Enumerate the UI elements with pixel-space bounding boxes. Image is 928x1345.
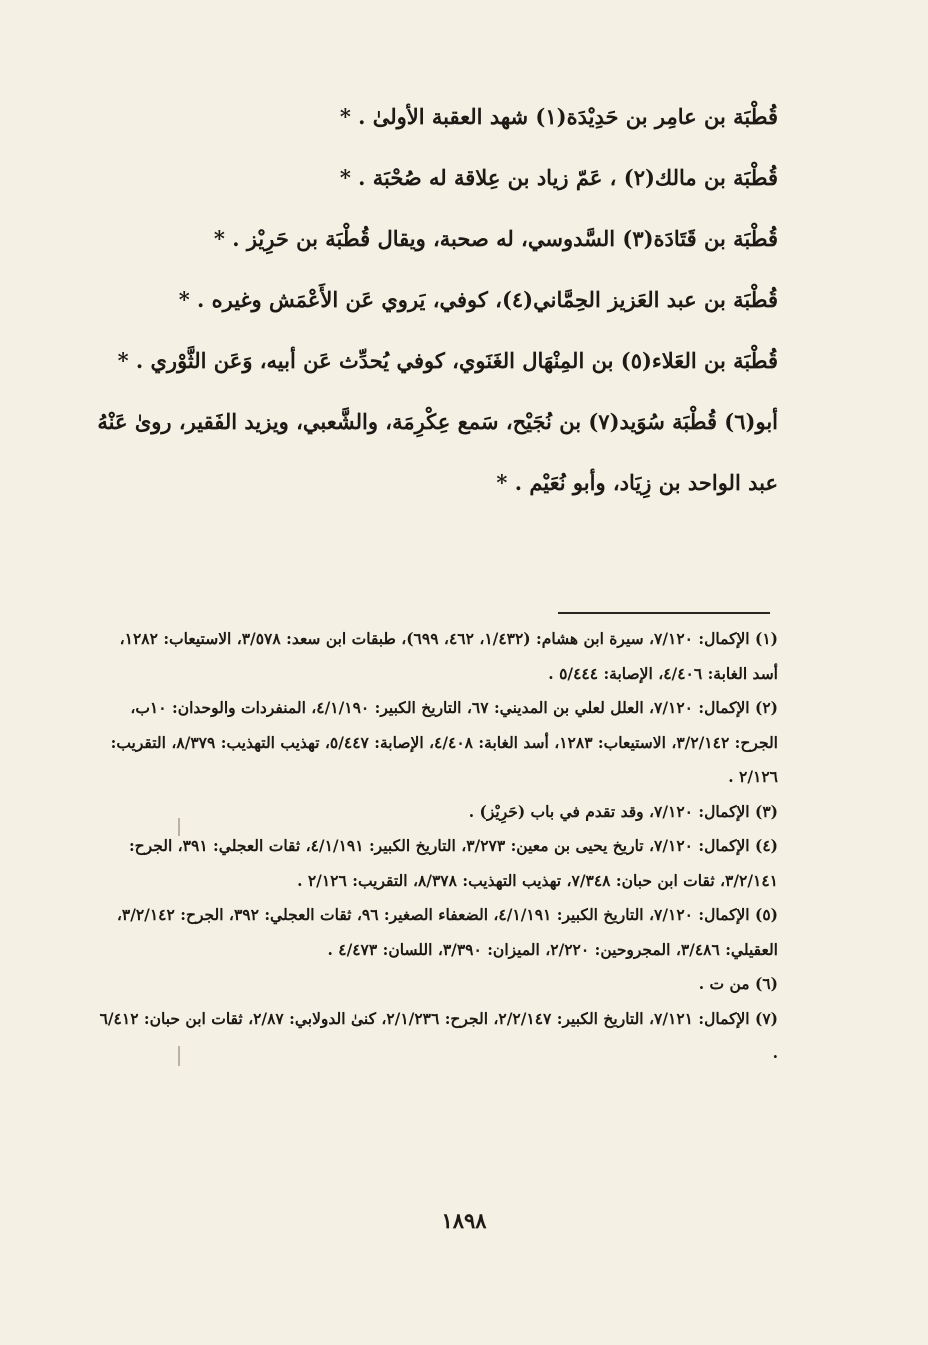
footnotes xyxy=(92,622,778,1071)
entry-qutba-ibn-malik: قُطْبَة بن مالك(٢) ، عَمّ زياد بن عِلاقة له صُحْبَة . * xyxy=(339,165,778,190)
entry-qutba-ibn-qatada: قُطْبَة بن قَتَادَة(٣) السَّدوسي، له صحبة، ويقال قُطْبَة بن حَرِيْز . * xyxy=(213,226,778,251)
footnote-2: (٢) الإكمال: ٧/١٢٠، العلل لعلي بن المديني: ٦٧، التاريخ الكبير: ٤/١/١٩٠، المنفردات والوحدان: ١٠ب، الجرح: ٣/٢/١٤٢، الاستيعاب: ١٢٨٣، أسد الغابة: ٤/٤٠٨، الإصابة: ٥/٤٤٧، تهذيب التهذيب: ٨/٣٧٩، التقريب: ٢/١٢٦ . xyxy=(110,698,778,786)
footnote-4: (٤) الإكمال: ٧/١٢٠، تاريخ يحيى بن معين: ٣/٢٧٣، التاريخ الكبير: ٤/١/١٩١، ثقات العجلي: ٣٩١، الجرح: ٣/٢/١٤١، ثقات ابن حبان: ٧/٣٤٨، تهذيب التهذيب: ٨/٣٧٨، التقريب: ٢/١٢٦ . xyxy=(128,836,778,890)
entry-qutba-ibn-al-ala: قُطْبَة بن العَلاء(٥) بن المِنْهَال الغَنَوي، كوفي يُحدِّث عَن أبيه، وَعَن الثَّوْري . * xyxy=(117,348,778,373)
footnote-6: (٦) من ت . xyxy=(698,974,778,993)
main-text xyxy=(92,86,778,513)
entry-abu-qutba-suwayd: أبو(٦) قُطْبَة سُوَيد(٧) بن نُجَيْح، سَمع عِكْرِمَة، والشَّعبي، ويزيد الفَقير، روىٰ عَنْهُ عبد الواحد بن زِيَاد، وأبو نُعَيْم . * xyxy=(97,409,778,495)
scan-mark xyxy=(178,1046,180,1066)
footnote-3: (٣) الإكمال: ٧/١٢٠، وقد تقدم في باب (حَرِيْز) . xyxy=(468,801,778,821)
footnote-1: (١) الإكمال: ٧/١٢٠، سيرة ابن هشام: (١/٤٣٢، ٤٦٢، ٦٩٩)، طبقات ابن سعد: ٣/٥٧٨، الاستيعاب: ١٢٨٢، أسد الغابة: ٤/٤٠٦، الإصابة: ٥/٤٤٤ . xyxy=(119,629,778,683)
page-number: ١٨٩٨ xyxy=(441,1208,487,1233)
entry-qutba-ibn-abd-al-aziz: قُطْبَة بن عبد العَزيز الحِمَّاني(٤)، كوفي، يَروي عَن الأَعْمَش وغيره . * xyxy=(178,287,778,312)
scan-mark xyxy=(178,818,180,836)
footnote-5: (٥) الإكمال: ٧/١٢٠، التاريخ الكبير: ٤/١/١٩١، الضعفاء الصغير: ٩٦، ثقات العجلي: ٣٩٢، الجرح: ٣/٢/١٤٢، العقيلي: ٣/٤٨٦، المجروحين: ٢/٢٢٠، الميزان: ٣/٣٩٠، اللسان: ٤/٤٧٣ . xyxy=(116,905,778,959)
footnote-divider xyxy=(558,612,770,614)
entry-qutba-ibn-amir: قُطْبَة بن عامِر بن حَدِيْدَة(١) شهد العقبة الأولىٰ . * xyxy=(339,104,778,129)
footnote-7: (٧) الإكمال: ٧/١٢١، التاريخ الكبير: ٢/٢/١٤٧، الجرح: ٢/١/٢٣٦، كنىٰ الدولابي: ٢/٨٧، ثقات ابن حبان: ٦/٤١٢ . xyxy=(99,1008,778,1062)
